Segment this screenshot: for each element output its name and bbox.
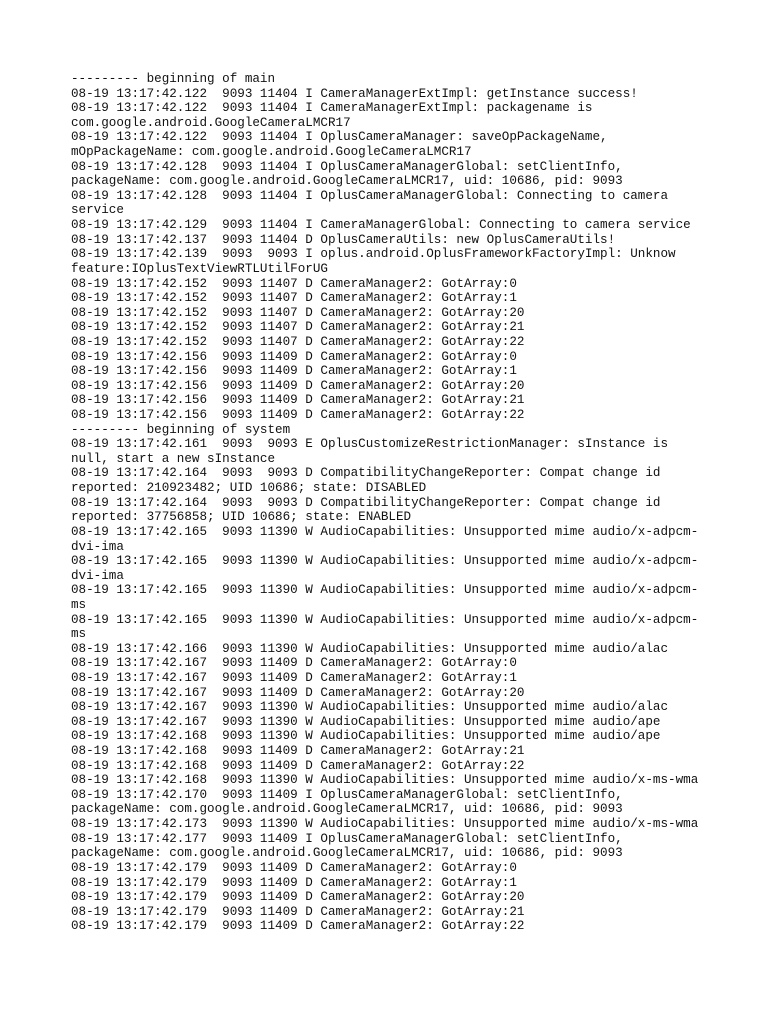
log-line: feature:IOplusTextViewRTLUtilForUG	[71, 261, 328, 276]
log-line: 08-19 13:17:42.167 9093 11390 W AudioCapabilities: Unsupported mime audio/ape	[71, 714, 661, 729]
log-line: 08-19 13:17:42.122 9093 11404 I CameraManagerExtImpl: packagename is	[71, 101, 593, 116]
log-line: 08-19 13:17:42.173 9093 11390 W AudioCapabilities: Unsupported mime audio/x-ms-wma	[71, 817, 699, 832]
log-line: 08-19 13:17:42.152 9093 11407 D CameraManager2: GotArray:22	[71, 334, 525, 349]
log-line: dvi-ima	[71, 568, 124, 583]
log-line: --------- beginning of system	[71, 422, 291, 437]
log-line: 08-19 13:17:42.139 9093 9093 I oplus.android.OplusFrameworkFactoryImpl: Unknow	[71, 247, 676, 262]
log-line: 08-19 13:17:42.156 9093 11409 D CameraManager2: GotArray:0	[71, 349, 517, 364]
log-line: packageName: com.google.android.GoogleCameraLMCR17, uid: 10686, pid: 9093	[71, 802, 623, 817]
log-line: reported: 37756858; UID 10686; state: ENABLED	[71, 510, 412, 525]
log-line: 08-19 13:17:42.165 9093 11390 W AudioCapabilities: Unsupported mime audio/x-adpcm-	[71, 583, 699, 598]
log-line: 08-19 13:17:42.156 9093 11409 D CameraManager2: GotArray:22	[71, 408, 525, 423]
log-line: 08-19 13:17:42.165 9093 11390 W AudioCapabilities: Unsupported mime audio/x-adpcm-	[71, 524, 699, 539]
log-line: packageName: com.google.android.GoogleCameraLMCR17, uid: 10686, pid: 9093	[71, 174, 623, 189]
log-line: 08-19 13:17:42.170 9093 11409 I OplusCameraManagerGlobal: setClientInfo,	[71, 787, 623, 802]
log-line: 08-19 13:17:42.177 9093 11409 I OplusCameraManagerGlobal: setClientInfo,	[71, 831, 623, 846]
log-line: 08-19 13:17:42.166 9093 11390 W AudioCapabilities: Unsupported mime audio/alac	[71, 641, 669, 656]
log-line: packageName: com.google.android.GoogleCameraLMCR17, uid: 10686, pid: 9093	[71, 846, 623, 861]
log-line: 08-19 13:17:42.164 9093 9093 D CompatibilityChangeReporter: Compat change id	[71, 495, 661, 510]
log-line: 08-19 13:17:42.165 9093 11390 W AudioCapabilities: Unsupported mime audio/x-adpcm-	[71, 554, 699, 569]
log-line: 08-19 13:17:42.168 9093 11390 W AudioCapabilities: Unsupported mime audio/ape	[71, 729, 661, 744]
log-line: 08-19 13:17:42.179 9093 11409 D CameraManager2: GotArray:0	[71, 860, 517, 875]
log-line: mOpPackageName: com.google.android.GoogleCameraLMCR17	[71, 145, 472, 160]
log-line: 08-19 13:17:42.128 9093 11404 I OplusCameraManagerGlobal: setClientInfo,	[71, 159, 623, 174]
log-line: ms	[71, 597, 87, 612]
log-line: 08-19 13:17:42.128 9093 11404 I OplusCameraManagerGlobal: Connecting to camera	[71, 188, 669, 203]
log-line: 08-19 13:17:42.168 9093 11409 D CameraManager2: GotArray:21	[71, 744, 525, 759]
log-line: 08-19 13:17:42.152 9093 11407 D CameraManager2: GotArray:21	[71, 320, 525, 335]
log-line: service	[71, 203, 124, 218]
log-line: reported: 210923482; UID 10686; state: DISABLED	[71, 481, 427, 496]
log-line: 08-19 13:17:42.167 9093 11409 D CameraManager2: GotArray:0	[71, 656, 517, 671]
log-line: 08-19 13:17:42.152 9093 11407 D CameraManager2: GotArray:20	[71, 305, 525, 320]
log-line: --------- beginning of main	[71, 72, 276, 86]
log-line: com.google.android.GoogleCameraLMCR17	[71, 115, 351, 130]
log-line: 08-19 13:17:42.152 9093 11407 D CameraManager2: GotArray:0	[71, 276, 517, 291]
log-line: 08-19 13:17:42.167 9093 11390 W AudioCapabilities: Unsupported mime audio/alac	[71, 700, 669, 715]
log-line: 08-19 13:17:42.156 9093 11409 D CameraManager2: GotArray:1	[71, 364, 517, 379]
log-line: 08-19 13:17:42.179 9093 11409 D CameraManager2: GotArray:20	[71, 890, 525, 905]
log-line: 08-19 13:17:42.152 9093 11407 D CameraManager2: GotArray:1	[71, 291, 517, 306]
log-line: 08-19 13:17:42.168 9093 11390 W AudioCapabilities: Unsupported mime audio/x-ms-wma	[71, 773, 699, 788]
log-line: 08-19 13:17:42.137 9093 11404 D OplusCameraUtils: new OplusCameraUtils!	[71, 232, 616, 247]
log-line: 08-19 13:17:42.179 9093 11409 D CameraManager2: GotArray:1	[71, 875, 517, 890]
log-line: 08-19 13:17:42.165 9093 11390 W AudioCapabilities: Unsupported mime audio/x-adpcm-	[71, 612, 699, 627]
log-line: 08-19 13:17:42.167 9093 11409 D CameraManager2: GotArray:1	[71, 670, 517, 685]
log-line: 08-19 13:17:42.129 9093 11404 I CameraManagerGlobal: Connecting to camera service	[71, 218, 691, 233]
log-line: 08-19 13:17:42.168 9093 11409 D CameraManager2: GotArray:22	[71, 758, 525, 773]
log-output	[71, 72, 711, 934]
log-line: 08-19 13:17:42.179 9093 11409 D CameraManager2: GotArray:22	[71, 919, 525, 934]
log-line: 08-19 13:17:42.156 9093 11409 D CameraManager2: GotArray:21	[71, 393, 525, 408]
log-line: 08-19 13:17:42.122 9093 11404 I CameraManagerExtImpl: getInstance success!	[71, 86, 638, 101]
log-line: 08-19 13:17:42.164 9093 9093 D CompatibilityChangeReporter: Compat change id	[71, 466, 661, 481]
log-line: 08-19 13:17:42.156 9093 11409 D CameraManager2: GotArray:20	[71, 378, 525, 393]
log-line: dvi-ima	[71, 539, 124, 554]
log-line: 08-19 13:17:42.122 9093 11404 I OplusCameraManager: saveOpPackageName,	[71, 130, 608, 145]
log-line: null, start a new sInstance	[71, 451, 276, 466]
log-line: ms	[71, 627, 87, 642]
log-line: 08-19 13:17:42.161 9093 9093 E OplusCustomizeRestrictionManager: sInstance is	[71, 437, 669, 452]
log-line: 08-19 13:17:42.179 9093 11409 D CameraManager2: GotArray:21	[71, 904, 525, 919]
log-line: 08-19 13:17:42.167 9093 11409 D CameraManager2: GotArray:20	[71, 685, 525, 700]
